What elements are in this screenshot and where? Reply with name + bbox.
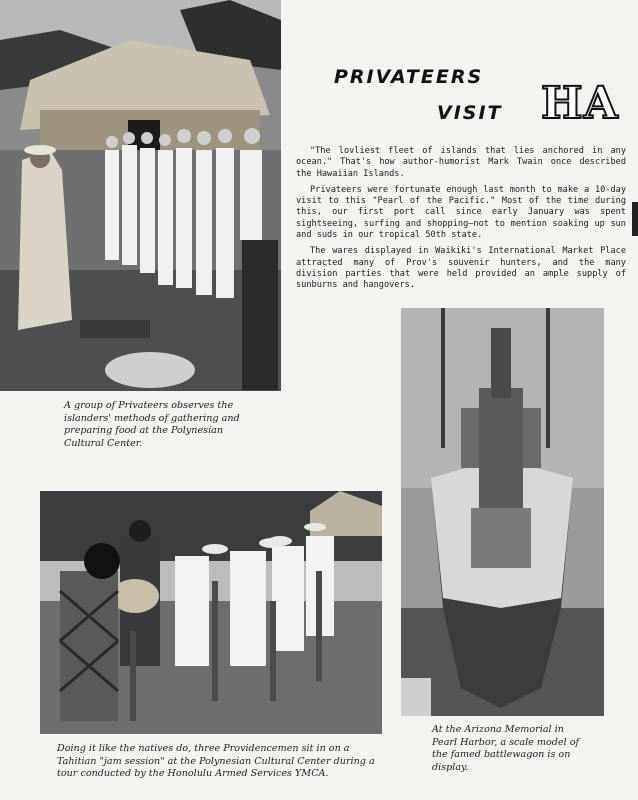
headline-privateers: PRIVATEERS: [334, 66, 484, 88]
caption-hut-photo: A group of Privateers observes the islanders' methods of gathering and preparing food at the Polynesian Cultural Center.: [64, 400, 240, 449]
hawaii-logo-text: HA: [541, 84, 619, 124]
photo-battleship-model: [401, 308, 604, 716]
article-paragraph: Privateers were fortunate enough last month to make a 10-day visit to this "Pearl of the Pacific." Most of the time during this, our first port call since early January was spent sightseeing, surfing and shopping—not to mention soaking up sun and suds in our tropical 50th state.: [296, 184, 626, 241]
caption-jam-session-photo: Doing it like the natives do, three Providencemen sit in on a Tahitian "jam session" at the Polynesian Cultural Center during a tour conducted by the Honolulu Armed Services YMCA.: [57, 743, 375, 780]
article-paragraph: The wares displayed in Waikiki's International Market Place attracted many of Prov's souvenir hunters, and the many division parties that were held provided an ample supply of sunburns and hangovers.: [296, 246, 626, 291]
caption-ship-photo: At the Arizona Memorial in Pearl Harbor, a scale model of the famed battlewagon is on display.: [432, 724, 580, 773]
page-edge-mark: [632, 202, 638, 236]
photo-thatched-hut-group: [0, 0, 281, 391]
headline-visit: VISIT: [437, 102, 503, 124]
article-paragraph: "The lovliest fleet of islands that lies anchored in any ocean." That's how author-humorist Mark Twain once described the Hawaiian Islands.: [296, 146, 626, 179]
hawaii-logo-lettering: [541, 84, 638, 124]
article-body: [296, 146, 626, 297]
photo-tahitian-jam-session: [40, 491, 382, 734]
